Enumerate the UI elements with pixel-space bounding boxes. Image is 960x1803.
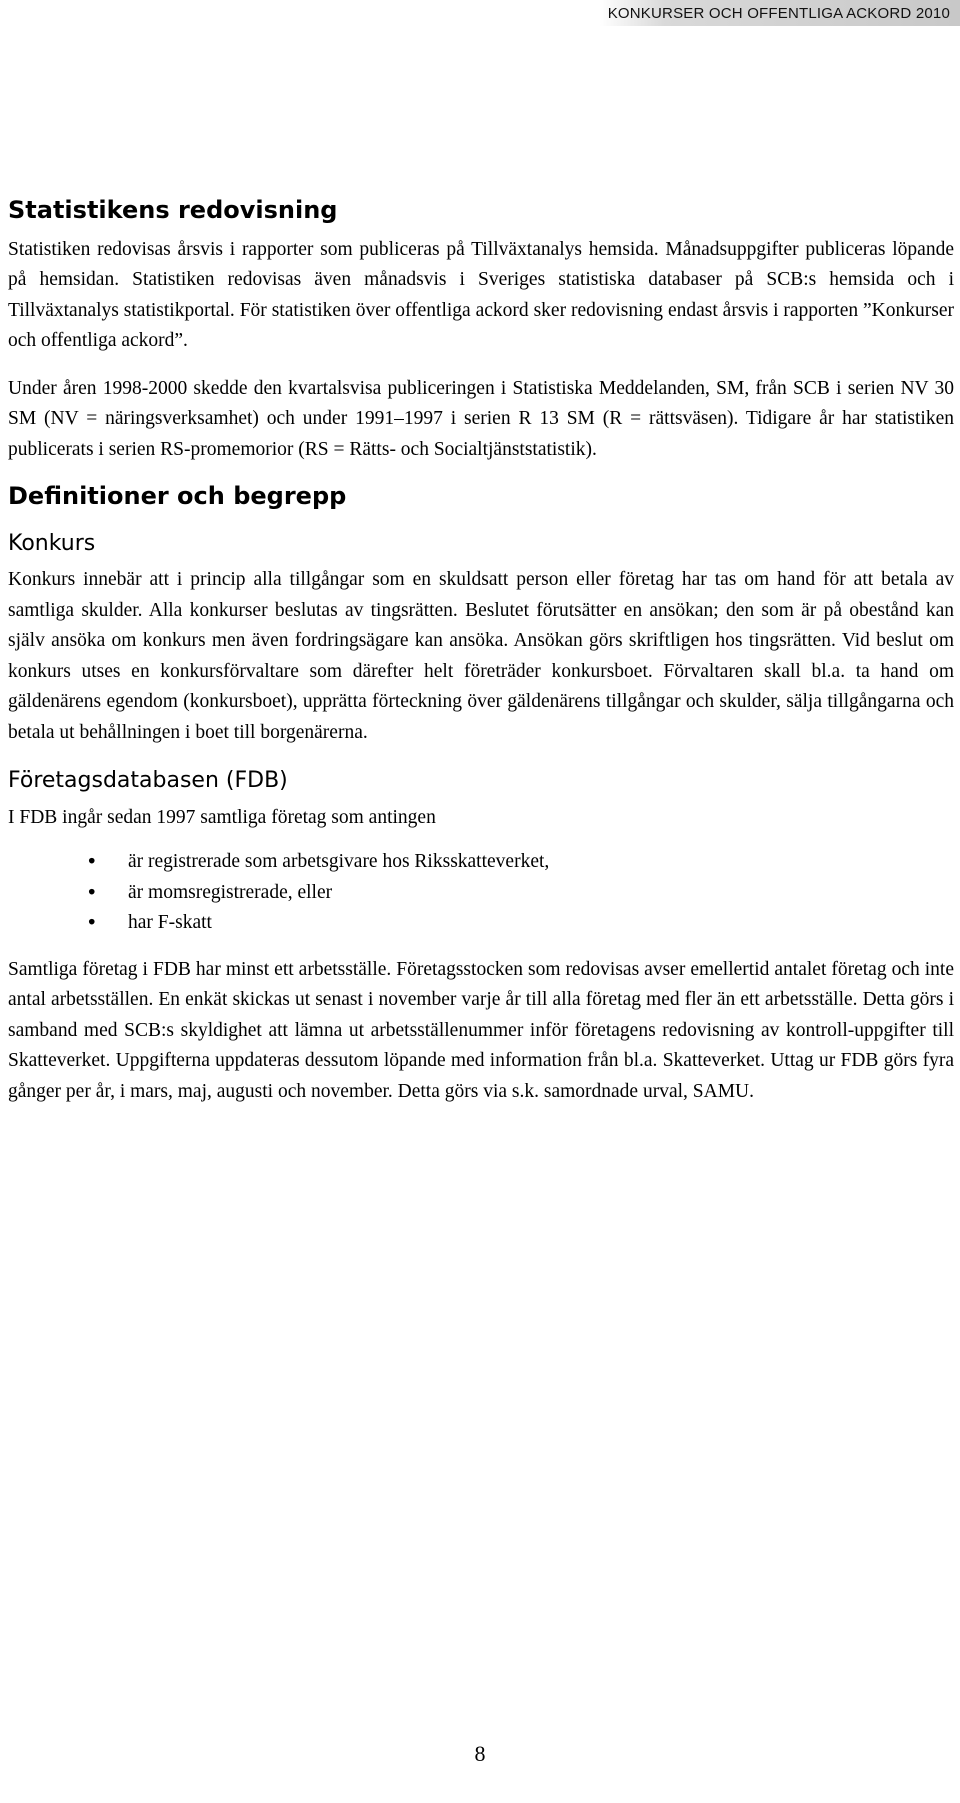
paragraph-konkurs: Konkurs innebär att i princip alla tillgångar som en skuldsatt person eller företag har tas om hand för att betala av samtliga skulder. Alla konkurser beslutas av tingsrätten. Beslutet förutsätter en ansökan; den som är på obestånd kan själv ansöka om konkurs men även fordringsägare kan ansöka. Ansökan görs skriftligen hos tingsrätten. Vid beslut om konkurs utses en konkursförvaltare som därefter helt företräder konkursboet. Förvaltaren skall bl.a. ta hand om gäldenärens egendom (konkursboet), upprätta förteckning över gäldenärens tillgångar och skulder, sälja tillgångarna och betala ut behållningen i boet till borgenärerna.	[8, 569, 954, 743]
page-content	[8, 196, 954, 1124]
paragraph-redovisning-1: Statistiken redovisas årsvis i rapporter som publiceras på Tillväxtanalys hemsida. Månadsuppgifter publiceras löpande på hemsidan. Statistiken redovisas även månadsvis i Sveriges statistiska databaser på SCB:s hemsida och i Tillväxtanalys statistikportal. För statistiken över offentliga ackord sker redovisning endast årsvis i rapporten ”Konkurser och offentliga ackord”.	[8, 238, 954, 352]
subsection-title-konkurs: Konkurs	[8, 531, 96, 557]
bullet-icon: •	[86, 880, 98, 904]
paragraph-fdb-intro: I FDB ingår sedan 1997 samtliga företag som antingen	[8, 806, 436, 828]
list-item-label: är registrerade som arbetsgivare hos Riksskatteverket,	[128, 851, 550, 873]
list-item-label: har F-skatt	[128, 912, 212, 934]
section-title-definitioner: Definitioner och begrepp	[8, 482, 347, 511]
list-item	[8, 878, 954, 909]
paragraph-fdb-2: Samtliga företag i FDB har minst ett arbetsställe. Företagsstocken som redovisas avser emellertid antalet företag och inte antal arbetsställen. En enkät skickas ut senast i november varje år till alla företag med fler än ett arbetsställe. Detta görs i samband med SCB:s skyldighet att lämna ut arbetsställenummer inför företagens redovisning av kontroll-uppgifter till Skatteverket. Uppgifterna uppdateras dessutom löpande med information från bl.a. Skatteverket. Uttag ur FDB görs fyra gånger per år, i mars, maj, augusti och november. Detta görs via s.k. samordnade urval, SAMU.	[8, 958, 954, 1102]
subsection-title-fdb: Företagsdatabasen (FDB)	[8, 768, 288, 794]
list-item	[8, 847, 954, 878]
list-item	[8, 908, 954, 939]
running-header	[0, 0, 960, 26]
bullet-icon: •	[86, 911, 98, 935]
list-item-label: är momsregistrerade, eller	[128, 881, 333, 903]
bullet-icon: •	[86, 850, 98, 874]
paragraph-redovisning-2: Under åren 1998-2000 skedde den kvartalsvisa publiceringen i Statistiska Meddelanden, SM, från SCB i serien NV 30 SM (NV = näringsverksamhet) och under 1991–1997 i serien R 13 SM (R = rättsväsen). Tidigare år har statistiken publicerats i serien RS-promemorior (RS = Rätts- och Socialtjänststatistik).	[8, 377, 954, 460]
fdb-criteria-list	[8, 847, 954, 939]
running-header-title: KONKURSER OCH OFFENTLIGA ACKORD 2010	[607, 5, 950, 22]
page-number: 8	[474, 1741, 486, 1766]
section-title-redovisning: Statistikens redovisning	[8, 196, 338, 224]
